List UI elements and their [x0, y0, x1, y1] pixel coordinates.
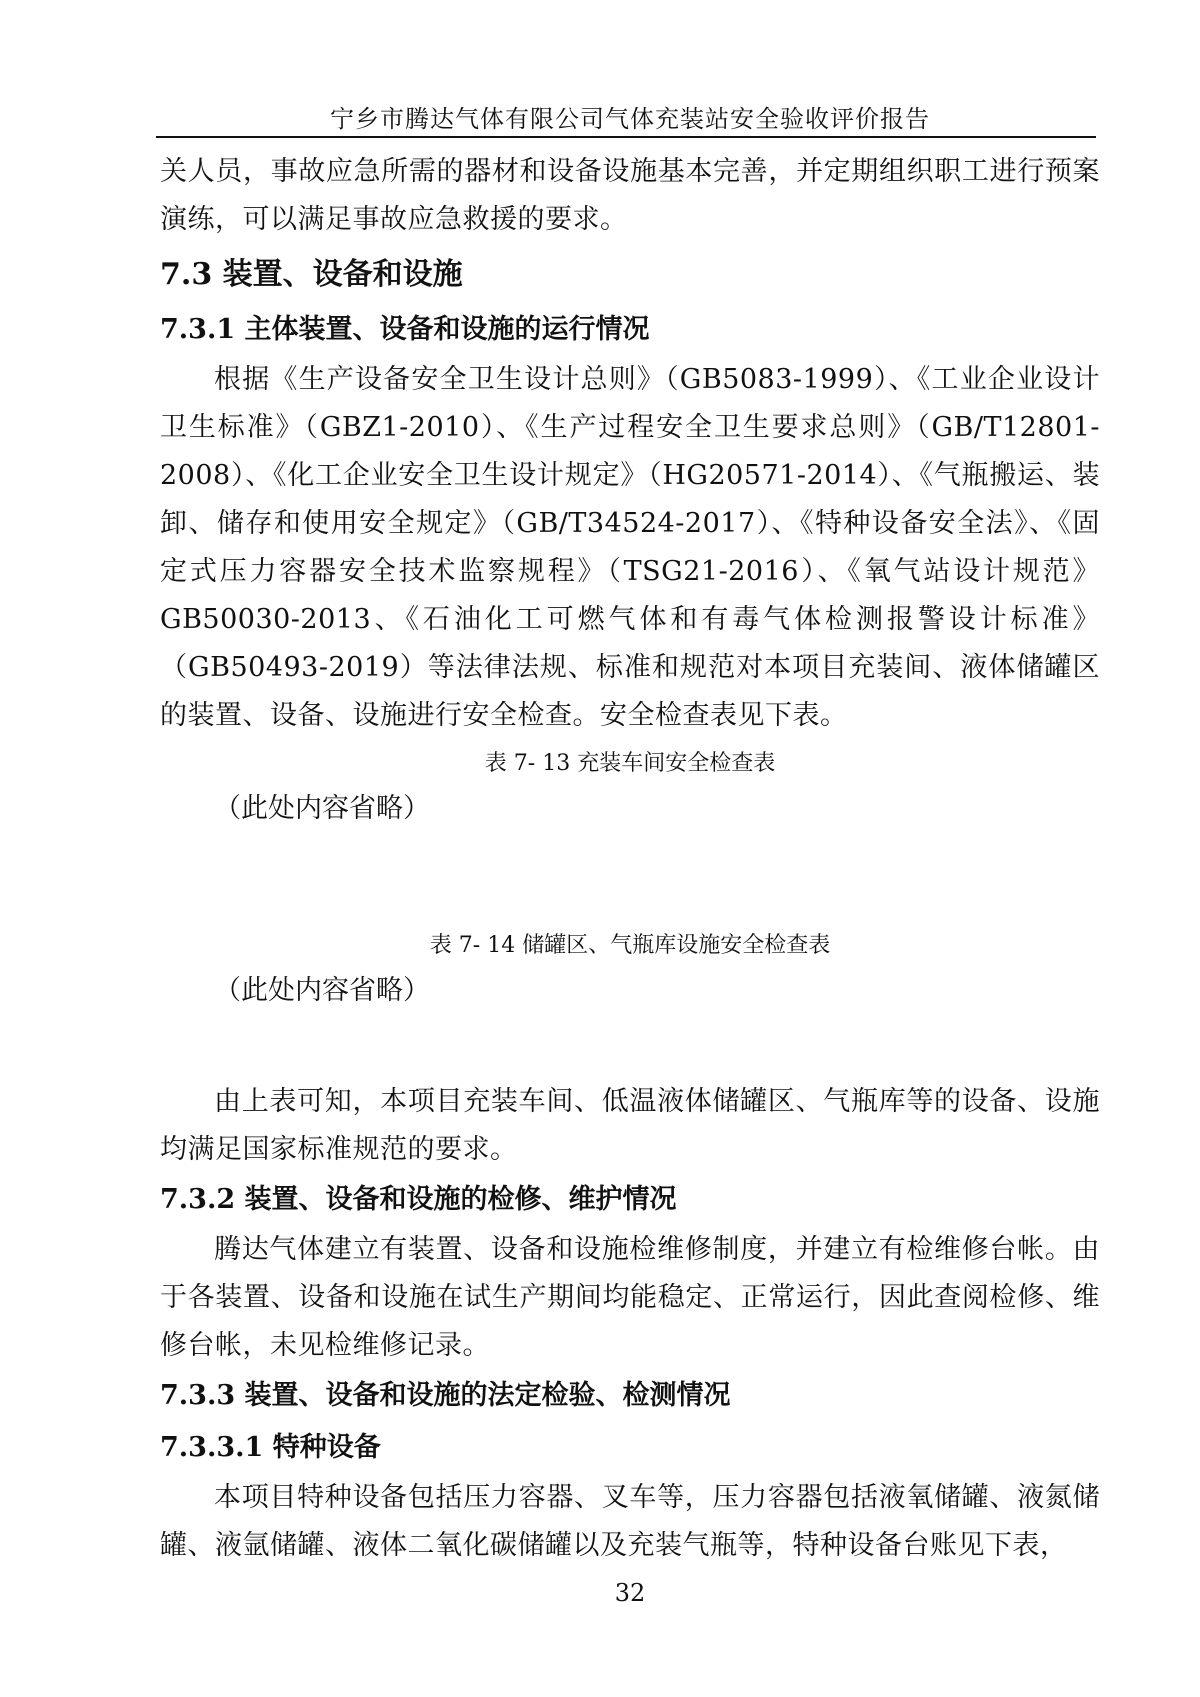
spacer — [160, 1014, 1100, 1078]
section-heading-7-3: 7.3 装置、设备和设施 — [160, 257, 463, 292]
paragraph-maintenance: 腾达气体建立有装置、设备和设施检维修制度，并建立有检维修台帐。由于各装置、设备和设施在试生产期间均能稳定、正常运行，因此查阅检修、维修台帐，未见检维修记录。 — [160, 1234, 1100, 1361]
paragraph-standards: 根据《生产设备安全卫生设计总则》（GB5083-1999）、《工业企业设计卫生标准》（GBZ1-2010）、《生产过程安全卫生要求总则》（GB/T12801-2008）、《化工企业安全卫生设计规定》（HG20571-2014）、《气瓶搬运、装卸、储存和使用安全规定》（GB/T34524-2017）、《特种设备安全法》、《固定式压力容器安全技术监察规程》（TSG21-2016）、《氧气站设计规范》GB50030-2013、《石油化工可燃气体和有毒气体检测报警设计标准》（GB50493-2019）等法律法规、标准和规范对本项目充装间、液体储罐区的装置、设备、设施进行安全检查。安全检查表见下表。 — [160, 364, 1100, 731]
subsection-heading-7-3-1: 7.3.1 主体装置、设备和设施的运行情况 — [160, 314, 650, 345]
running-header-title: 宁乡市腾达气体有限公司气体充装站安全验收评价报告 — [330, 105, 930, 133]
subsection-heading-7-3-3: 7.3.3 装置、设备和设施的法定检验、检测情况 — [160, 1380, 731, 1411]
page-number: 32 — [614, 1579, 646, 1607]
paragraph-conclusion: 由上表可知，本项目充装车间、低温液体储罐区、气瓶库等的设备、设施均满足国家标准规范的要求。 — [160, 1086, 1100, 1165]
page-body — [160, 148, 1100, 1570]
spacer — [160, 832, 1100, 922]
table-caption-7-13: 表 7- 13 充装车间安全检查表 — [484, 751, 776, 776]
subsection-heading-7-3-2: 7.3.2 装置、设备和设施的检修、维护情况 — [160, 1184, 677, 1215]
subsection-heading-7-3-3-1: 7.3.3.1 特种设备 — [160, 1432, 381, 1463]
paragraph-continued: 关人员，事故应急所需的器材和设备设施基本完善，并定期组织职工进行预案演练，可以满足事故应急救援的要求。 — [160, 156, 1100, 235]
paragraph-special-equipment: 本项目特种设备包括压力容器、叉车等，压力容器包括液氧储罐、液氮储罐、液氩储罐、液体二氧化碳储罐以及充装气瓶等，特种设备台账见下表， — [160, 1482, 1100, 1561]
table-caption-7-14: 表 7- 14 储罐区、气瓶库设施安全检查表 — [429, 933, 831, 958]
header-divider — [156, 136, 1096, 138]
omitted-content-note: （此处内容省略） — [214, 793, 430, 824]
omitted-content-note: （此处内容省略） — [214, 975, 430, 1006]
